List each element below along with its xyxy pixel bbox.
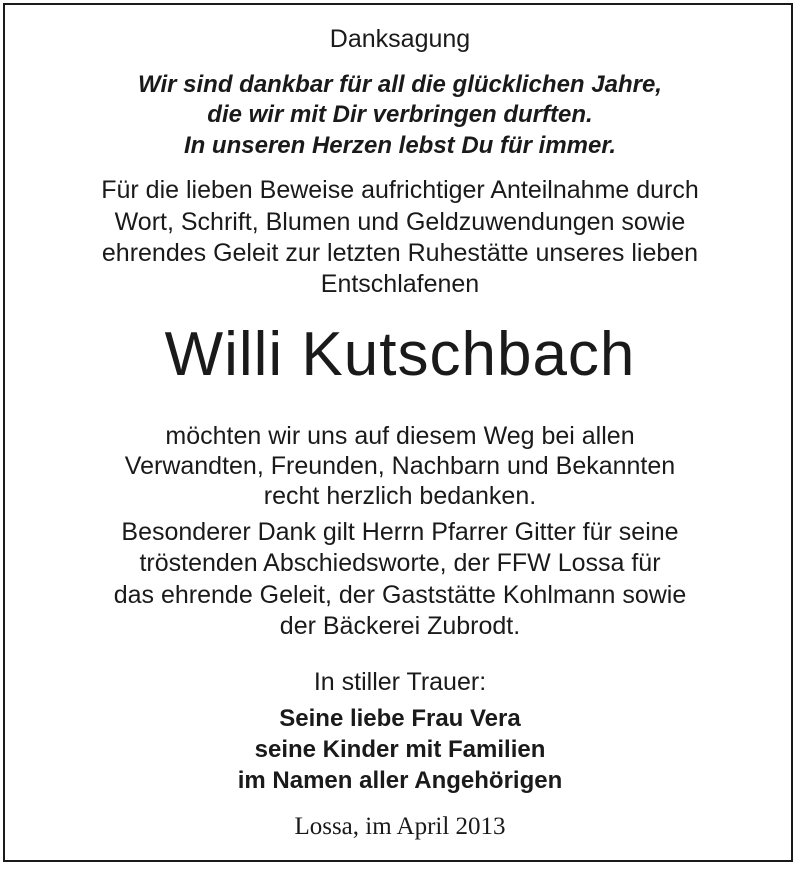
quote-line-1: Wir sind dankbar für all die glücklichen Jahre, — [138, 71, 662, 98]
intro-line-2: Wort, Schrift, Blumen und Geldzuwendungen sowie — [114, 208, 686, 236]
thanks-line-2: Verwandten, Freunden, Nachbarn und Bekannten — [124, 452, 676, 480]
thanks-line-3: recht herzlich bedanken. — [263, 482, 537, 510]
quote-line-3: In unseren Herzen lebst Du für immer. — [183, 132, 617, 159]
special-thanks-line-4: der Bäckerei Zubrodt. — [279, 612, 521, 640]
special-thanks-line-1: Besonderer Dank gilt Herrn Pfarrer Gitter für seine — [121, 518, 679, 546]
intro-line-3: ehrendes Geleit zur letzten Ruhestätte unseres lieben — [101, 239, 699, 267]
signer-line-1: Seine liebe Frau Vera — [279, 705, 521, 732]
special-thanks-line-2: tröstenden Abschiedsworte, der FFW Lossa für — [139, 549, 661, 577]
signer-line-3: im Namen aller Angehörigen — [237, 767, 563, 794]
thanks-line-1: möchten wir uns auf diesem Weg bei allen — [165, 422, 635, 450]
deceased-name: Willi Kutschbach — [164, 320, 636, 389]
signer-line-2: seine Kinder mit Familien — [254, 736, 546, 763]
intro-line-1: Für die lieben Beweise aufrichtiger Anteilnahme durch — [101, 176, 699, 204]
quote-line-2: die wir mit Dir verbringen durften. — [207, 101, 593, 128]
place-date: Lossa, im April 2013 — [294, 813, 506, 840]
intro-line-4: Entschlafenen — [320, 270, 480, 298]
mourning-label: In stiller Trauer: — [313, 668, 487, 696]
special-thanks-line-3: das ehrende Geleit, der Gaststätte Kohlmann sowie — [113, 581, 687, 609]
heading: Danksagung — [329, 25, 471, 53]
